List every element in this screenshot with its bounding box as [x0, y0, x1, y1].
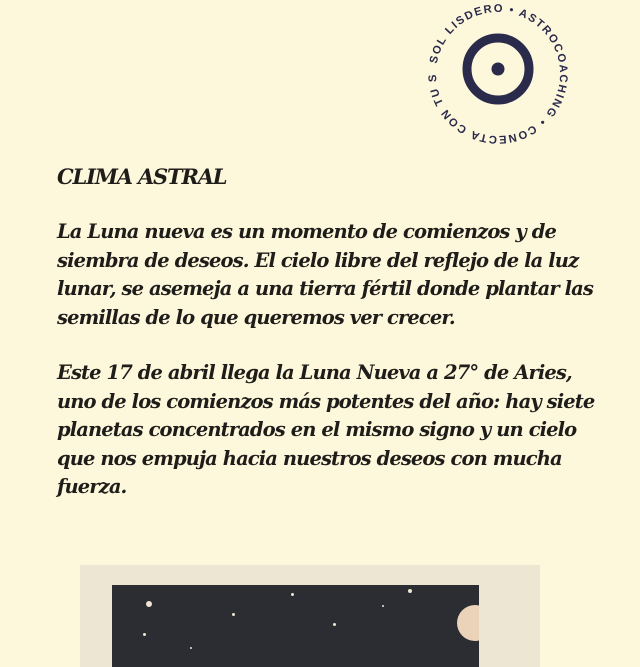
night-sky-illustration [112, 585, 479, 667]
sun-symbol-icon [412, 0, 584, 160]
star [232, 613, 235, 616]
article-title: CLIMA ASTRAL [57, 164, 227, 189]
moon [457, 605, 479, 641]
star [408, 589, 412, 593]
star [143, 633, 146, 636]
star [333, 623, 336, 626]
article-paragraph: Este 17 de abril llega la Luna Nueva a 27° de Aries, uno de los comienzos más potentes del año: hay siete planetas concentrados en el mismo signo y un cielo que nos empuja hacia nuestros deseos con mucha fuerza. [57, 361, 595, 498]
star [291, 593, 294, 596]
logo-ring-text: SOL LISDERO • ASTROCOACHING • CONECTA CON TU S [426, 2, 570, 146]
star [382, 605, 384, 607]
brand-logo[interactable] [412, 0, 584, 160]
article [57, 162, 602, 529]
star [190, 647, 192, 649]
star [146, 601, 152, 607]
article-image [80, 565, 540, 667]
article-paragraph: La Luna nueva es un momento de comienzos y de siembra de deseos. El cielo libre del reflejo de la luz lunar, se asemeja a una tierra fértil donde plantar las semillas de lo que queremos ver crecer. [57, 220, 593, 329]
